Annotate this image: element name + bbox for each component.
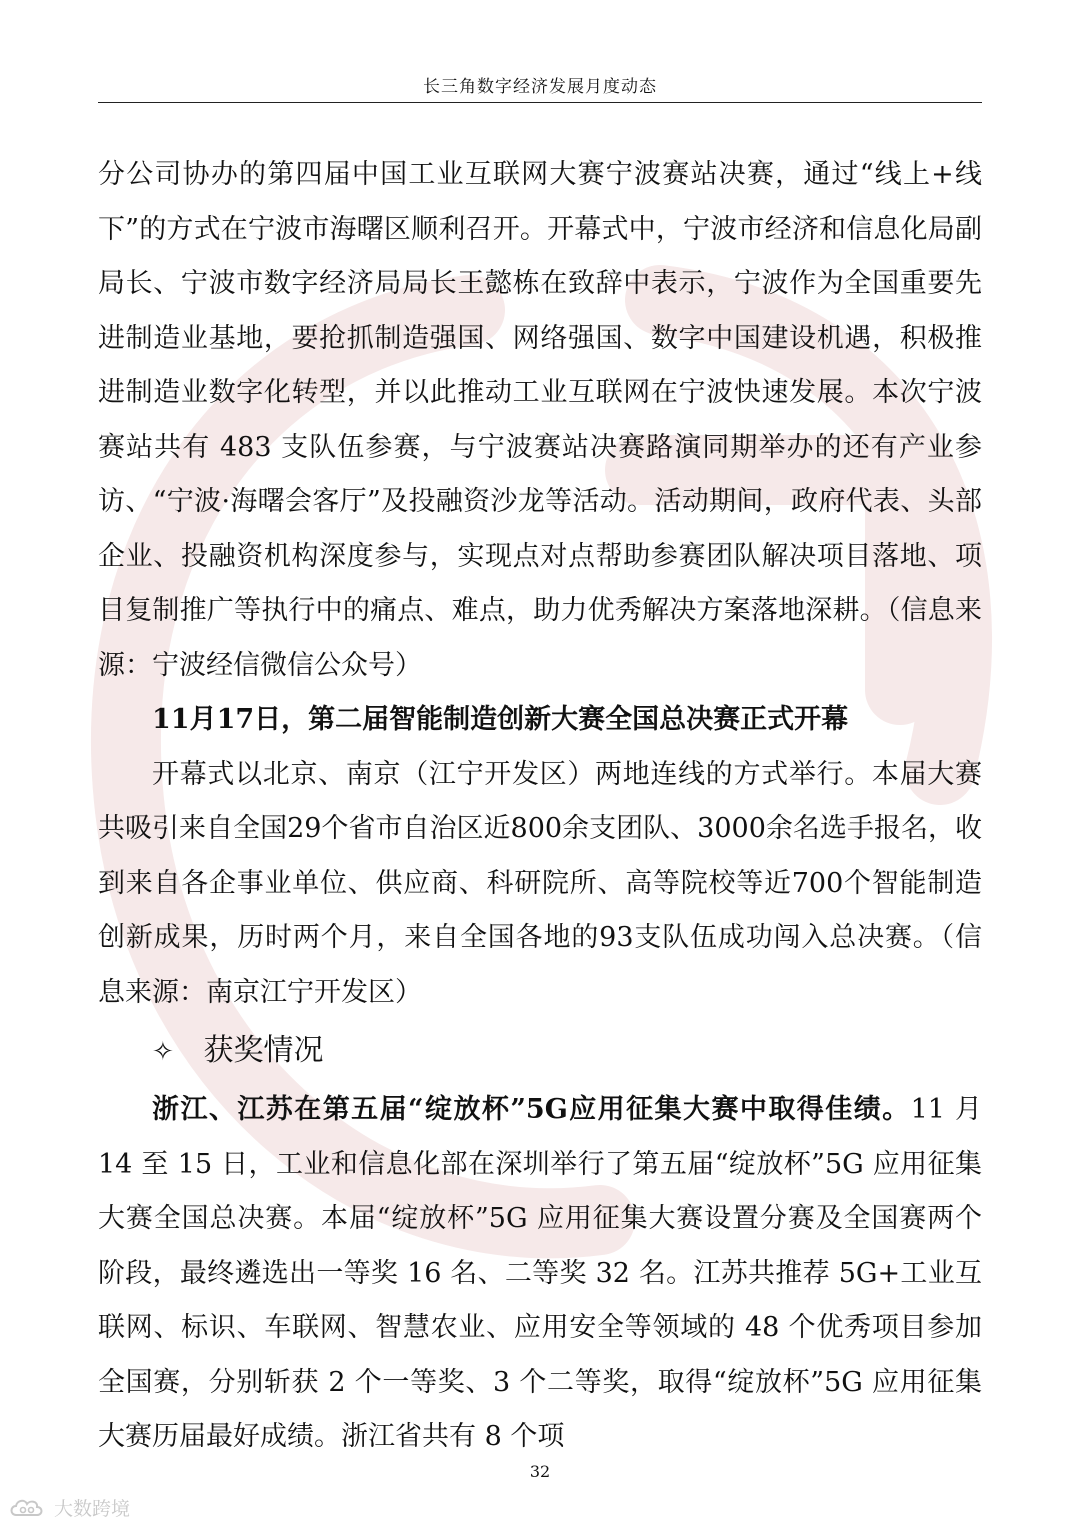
body-paragraph: [98, 1083, 982, 1465]
document-body: [98, 148, 982, 1465]
news-headline: 11月17日，第二届智能制造创新大赛全国总决赛正式开幕: [152, 704, 849, 735]
document-header: 长三角数字经济发展月度动态: [423, 77, 657, 97]
paragraph-lead: 浙江、江苏在第五届“绽放杯”5G应用征集大赛中取得佳绩。: [152, 1094, 911, 1125]
body-paragraph: 分公司协办的第四届中国工业互联网大赛宁波赛站决赛，通过“线上+线下”的方式在宁波市海曙区顺利召开。开幕式中，宁波市经济和信息化局副局长、宁波市数字经济局局长王懿栋在致辞中表示，宁波作为全国重要先进制造业基地，要抢抓制造强国、网络强国、数字中国建设机遇，积极推进制造业数字化转型，并以此推动工业互联网在宁波快速发展。本次宁波赛站共有 483 支队伍参赛，与宁波赛站决赛路演同期举办的还有产业参访、“宁波·海曙会客厅”及投融资沙龙等活动。活动期间，政府代表、头部企业、投融资机构深度参与，实现点对点帮助参赛团队解决项目落地、项目复制推广等执行中的痛点、难点，助力优秀解决方案落地深耕。（信息来源：宁波经信微信公众号）: [98, 159, 982, 681]
header-divider: [98, 102, 982, 103]
diamond-outline-icon: ✧: [152, 1037, 174, 1067]
section-heading-label: 获奖情况: [203, 1033, 324, 1068]
brand-name: 大数跨境: [54, 1497, 131, 1520]
section-heading: [98, 1020, 982, 1083]
cloud-logo-icon: [8, 1495, 48, 1519]
page-number: 32: [529, 1462, 551, 1481]
body-paragraph: 开幕式以北京、南京（江宁开发区）两地连线的方式举行。本届大赛共吸引来自全国29个省市自治区近800余支团队、3000余名选手报名，收到来自各企事业单位、供应商、科研院所、高等院校等近700个智能制造创新成果，历时两个月，来自全国各地的93支队伍成功闯入总决赛。（信息来源：南京江宁开发区）: [98, 758, 982, 1008]
paragraph-text: 11 月 14 至 15 日，工业和信息化部在深圳举行了第五届“绽放杯”5G 应用征集大赛全国总决赛。本届“绽放杯”5G 应用征集大赛设置分赛及全国赛两个阶段，最终遴选出一等奖 16 名、二等奖 32 名。江苏共推荐 5G+工业互联网、标识、车联网、智慧农业、应用安全等领域的 48 个优秀项目参加全国赛，分别斩获 2 个一等奖、3 个二等奖，取得“绽放杯”5G 应用征集大赛历届最好成绩。浙江省共有 8 个项: [98, 1094, 982, 1452]
brand-watermark: [8, 1492, 130, 1522]
